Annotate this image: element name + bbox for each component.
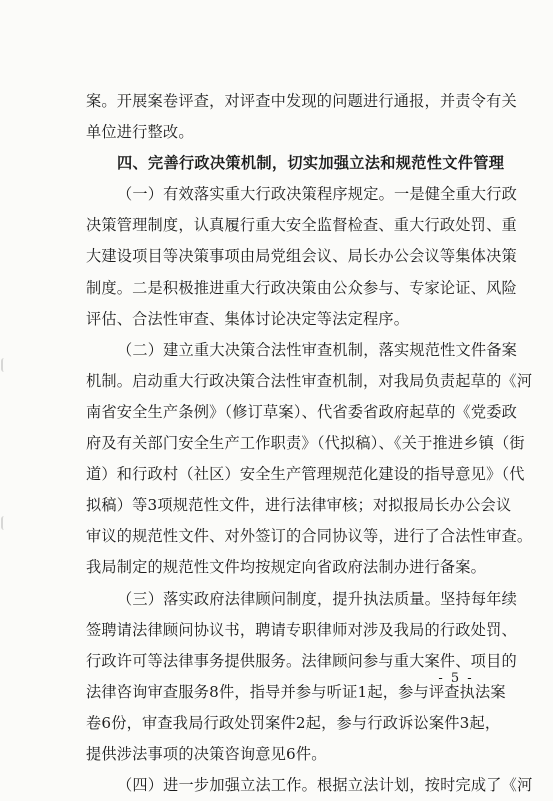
paragraph-start: （三）落实政府法律顾问制度，提升执法质量。坚持每年续 <box>117 589 518 608</box>
body-line: 制度。二是积极推进重大行政决策由公众参与、专家论证、风险 <box>86 278 517 297</box>
body-line: 道）和行政村（社区）安全生产管理规范化建设的指导意见》（代 <box>86 465 525 484</box>
body-line: 提供涉法事项的决策咨询意见6件。 <box>86 744 327 763</box>
body-line: 单位进行整改。 <box>86 123 194 142</box>
body-line: 机制。启动重大行政决策合法性审查机制，对我局负责起草的《河 <box>86 371 533 390</box>
body-line: 南省安全生产条例》（修订草案）、代省委省政府起草的《党委政 <box>86 402 518 421</box>
body-line: 我局制定的规范性文件均按规定向省政府法制办进行备案。 <box>86 558 487 577</box>
paragraph-start: （二）建立重大决策合法性审查机制，落实规范性文件备案 <box>117 340 518 359</box>
paragraph-start: （一）有效落实重大行政决策程序规定。一是健全重大行政 <box>117 185 518 204</box>
section-heading: 四、完善行政决策机制，切实加强立法和规范性文件管理 <box>117 154 505 173</box>
body-line: 决策管理制度，认真履行重大安全监督检查、重大行政处罚、重 <box>86 216 517 235</box>
body-line: 拟稿）等3项规范性文件，进行法律审核；对拟报局长办公会议 <box>86 496 512 515</box>
body-line: 大建设项目等决策事项由局党组会议、局长办公会议等集体决策 <box>86 247 517 266</box>
body-line: 府及有关部门安全生产工作职责》（代拟稿）、《关于推进乡镇（街 <box>86 434 525 453</box>
body-line: 行政许可等法律事务提供服务。法律顾问参与重大案件、项目的 <box>86 651 517 670</box>
body-line: 案。开展案卷评查，对评查中发现的问题进行通报，并责令有关 <box>86 92 517 110</box>
binding-hole-mark <box>1 516 9 530</box>
body-line: 签聘请法律顾问协议书，聘请专职律师对涉及我局的行政处罚、 <box>86 620 517 639</box>
page-number: - 5 - <box>438 671 474 686</box>
body-text <box>86 86 533 801</box>
body-line: 评估、合法性审查、集体讨论决定等法定程序。 <box>86 309 410 328</box>
body-line: 卷6份，审查我局行政处罚案件2起，参与行政诉讼案件3起， <box>86 713 501 732</box>
binding-hole-mark <box>1 358 9 372</box>
body-line: 审议的规范性文件、对外签订的合同协议等，进行了合法性审查。 <box>86 527 533 546</box>
paragraph-start: （四）进一步加强立法工作。根据立法计划，按时完成了《河 <box>117 776 533 795</box>
body-line: 法律咨询审查服务8件，指导并参与听证1起，参与评查执法案 <box>86 682 506 701</box>
